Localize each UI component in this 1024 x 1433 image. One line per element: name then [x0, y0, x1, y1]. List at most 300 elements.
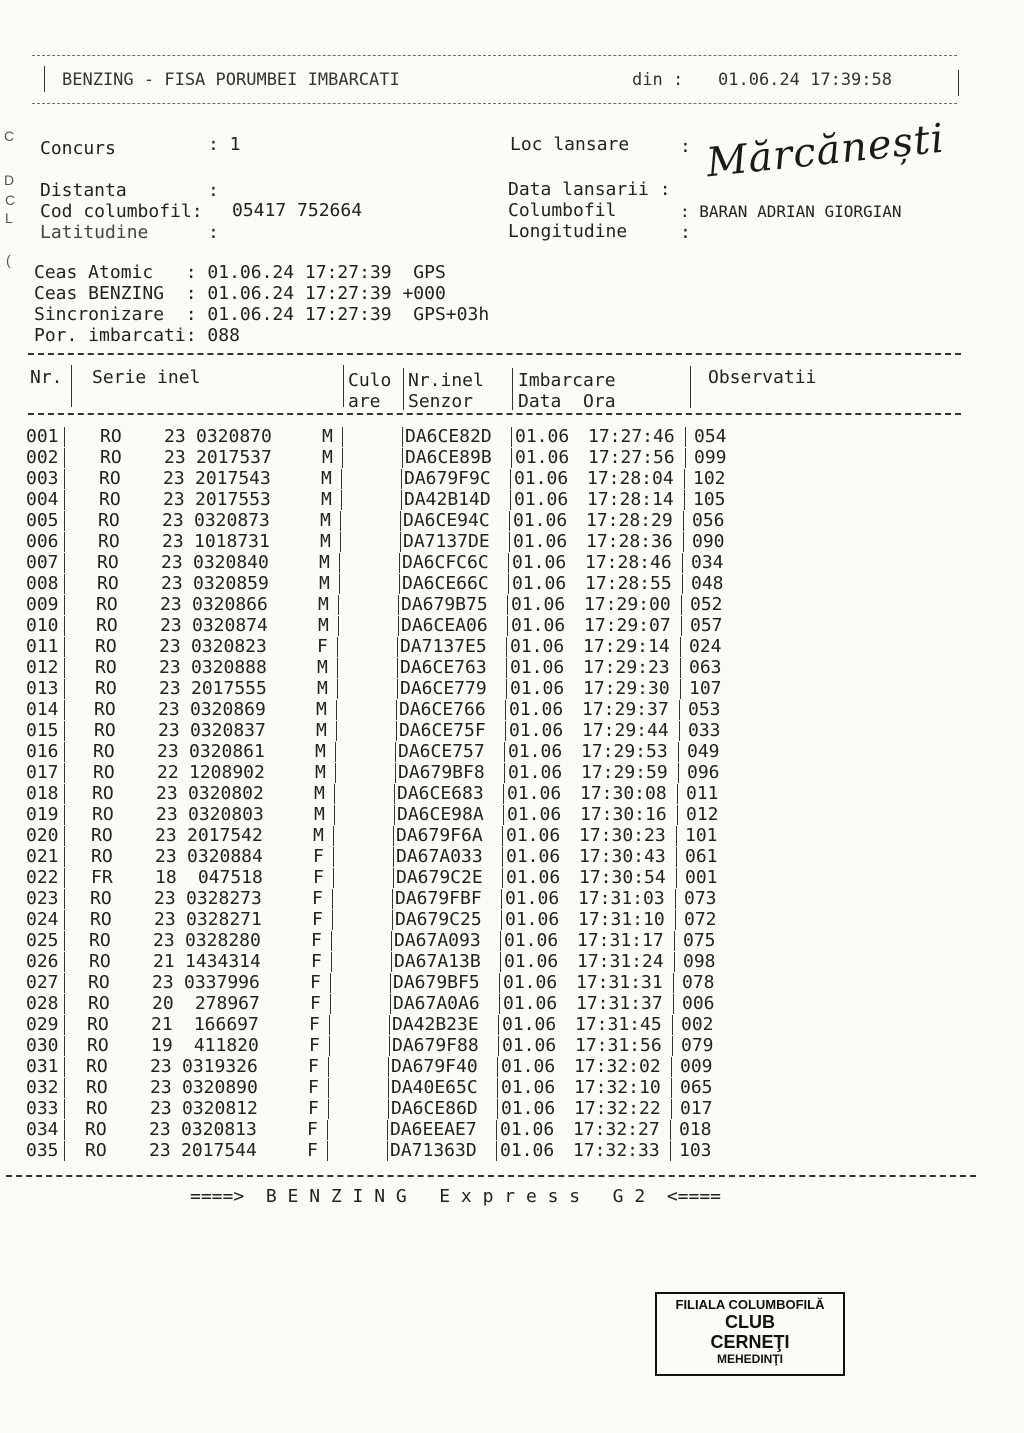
cell-sex: F	[307, 1140, 318, 1161]
table-row	[0, 678, 1024, 699]
margin-mark: L	[5, 210, 13, 226]
cell-ora: 17:27:46	[588, 426, 675, 447]
row-separator	[684, 469, 685, 489]
cell-tara: RO	[98, 510, 120, 531]
cell-ora: 17:32:22	[574, 1098, 661, 1119]
cell-nr: 018	[26, 783, 59, 804]
cell-nr: 016	[26, 741, 59, 762]
cell-ora: 17:30:23	[579, 825, 666, 846]
row-separator	[395, 763, 396, 783]
cell-tara: RO	[98, 531, 120, 552]
cell-ora: 17:28:14	[587, 489, 674, 510]
row-separator	[64, 616, 65, 636]
row-separator	[676, 868, 677, 888]
row-separator	[499, 994, 500, 1014]
cell-senzor: DA679F40	[391, 1056, 478, 1077]
distanta-label: Distanta	[40, 180, 127, 201]
col-sep	[403, 368, 404, 410]
cell-obs: 065	[680, 1077, 713, 1098]
cell-data: 01.06	[510, 657, 565, 678]
longitudine-value: :	[680, 222, 691, 243]
cell-data: 01.06	[501, 1056, 556, 1077]
row-separator	[681, 616, 682, 636]
row-separator	[502, 826, 503, 846]
row-separator	[329, 1015, 330, 1035]
cell-obs: 034	[691, 552, 724, 573]
cell-senzor: DA679F88	[392, 1035, 479, 1056]
row-separator	[392, 889, 393, 909]
row-separator	[338, 616, 339, 636]
cell-sex: M	[316, 699, 327, 720]
row-separator	[507, 595, 508, 615]
cell-nr: 001	[26, 426, 59, 447]
cell-tara: RO	[85, 1119, 107, 1140]
row-separator	[394, 805, 395, 825]
cell-nr: 004	[26, 489, 59, 510]
row-separator	[64, 1036, 65, 1056]
cell-obs: 096	[687, 762, 720, 783]
row-separator	[680, 679, 681, 699]
cell-inel: 0320890	[182, 1077, 258, 1098]
cell-senzor: DA67A093	[394, 930, 481, 951]
cell-data: 01.06	[502, 1035, 557, 1056]
cell-senzor: DA6CE766	[399, 699, 486, 720]
cell-senzor: DA67A033	[396, 846, 483, 867]
cell-data: 01.06	[504, 930, 559, 951]
cell-inel: 411820	[183, 1035, 259, 1056]
row-separator	[510, 490, 511, 510]
row-separator	[681, 595, 682, 615]
cell-data: 01.06	[506, 846, 561, 867]
col-sep	[343, 365, 344, 407]
row-separator	[64, 826, 65, 846]
cell-obs: 054	[694, 426, 727, 447]
cell-sex: M	[316, 720, 327, 741]
cell-ora: 17:30:54	[579, 867, 666, 888]
cell-an: 23	[149, 1119, 171, 1140]
cell-inel: 1018731	[194, 531, 270, 552]
table-row	[0, 993, 1024, 1014]
col-sep	[71, 365, 72, 407]
cell-sex: F	[317, 636, 328, 657]
cell-obs: 017	[680, 1098, 713, 1119]
cell-nr: 022	[26, 867, 59, 888]
table-bottom-rule	[6, 1175, 976, 1177]
cell-inel: 0320859	[193, 573, 269, 594]
table-row	[0, 909, 1024, 930]
row-separator	[64, 721, 65, 741]
margin-mark: (	[6, 252, 11, 268]
row-separator	[501, 889, 502, 909]
cell-an: 23	[156, 783, 178, 804]
cell-inel: 1434314	[185, 951, 261, 972]
concurs-label: Concurs	[40, 138, 116, 159]
cell-inel: 278967	[184, 993, 260, 1014]
table-row	[0, 1098, 1024, 1119]
cell-inel: 0320874	[192, 615, 268, 636]
cell-an: 23	[159, 636, 181, 657]
cell-data: 01.06	[508, 762, 563, 783]
cell-tara: RO	[87, 1014, 109, 1035]
row-separator	[64, 511, 65, 531]
row-separator	[387, 1120, 388, 1140]
table-row	[0, 1056, 1024, 1077]
cell-nr: 011	[26, 636, 59, 657]
cell-an: 23	[154, 909, 176, 930]
row-separator	[335, 763, 336, 783]
row-separator	[511, 448, 512, 468]
row-separator	[683, 532, 684, 552]
cell-data: 01.06	[514, 489, 569, 510]
cell-sex: F	[308, 1098, 319, 1119]
cell-nr: 021	[26, 846, 59, 867]
cell-obs: 079	[681, 1035, 714, 1056]
row-separator	[509, 532, 510, 552]
cell-sex: F	[310, 972, 321, 993]
cell-obs: 056	[692, 510, 725, 531]
cell-data: 01.06	[506, 825, 561, 846]
cell-inel: 0328273	[186, 888, 262, 909]
row-separator	[337, 637, 338, 657]
cell-senzor: DA6CE763	[400, 657, 487, 678]
row-separator	[497, 1099, 498, 1119]
row-separator	[399, 574, 400, 594]
cell-nr: 020	[26, 825, 59, 846]
cell-ora: 17:32:10	[574, 1077, 661, 1098]
cell-an: 23	[159, 657, 181, 678]
row-separator	[509, 511, 510, 531]
margin-mark: D	[4, 172, 15, 188]
cell-tara: RO	[88, 993, 110, 1014]
cell-an: 23	[150, 1056, 172, 1077]
cell-data: 01.06	[513, 531, 568, 552]
cell-inel: 2017544	[181, 1140, 257, 1161]
cell-inel: 0320802	[188, 783, 264, 804]
cell-ora: 17:30:43	[579, 846, 666, 867]
row-separator	[389, 1015, 390, 1035]
row-separator	[340, 511, 341, 531]
col-nr-inel: Nr.inel	[408, 370, 484, 391]
row-separator	[497, 1078, 498, 1098]
margin-mark: C	[4, 128, 15, 144]
table-row	[0, 762, 1024, 783]
cell-sex: M	[318, 594, 329, 615]
row-separator	[675, 889, 676, 909]
table-row	[0, 531, 1024, 552]
row-separator	[64, 784, 65, 804]
cell-ora: 17:31:45	[575, 1014, 662, 1035]
row-separator	[685, 427, 686, 447]
table-row	[0, 972, 1024, 993]
cell-tara: RO	[86, 1056, 108, 1077]
row-separator	[329, 1036, 330, 1056]
row-separator	[503, 805, 504, 825]
row-separator	[502, 847, 503, 867]
row-separator	[332, 910, 333, 930]
cell-obs: 012	[686, 804, 719, 825]
cell-obs: 075	[683, 930, 716, 951]
table-row	[0, 1119, 1024, 1140]
row-separator	[390, 994, 391, 1014]
row-separator	[64, 1057, 65, 1077]
cell-nr: 009	[26, 594, 59, 615]
cell-senzor: DA6CE779	[400, 678, 487, 699]
report-date: 01.06.24 17:39:58	[718, 70, 892, 90]
cell-sex: F	[309, 1014, 320, 1035]
cell-inel: 0320873	[194, 510, 270, 531]
cell-obs: 078	[682, 972, 715, 993]
row-separator	[64, 595, 65, 615]
cell-nr: 012	[26, 657, 59, 678]
row-separator	[393, 826, 394, 846]
row-separator	[497, 1057, 498, 1077]
cell-data: 01.06	[512, 552, 567, 573]
cell-sex: F	[310, 993, 321, 1014]
cell-senzor: DA6CE683	[397, 783, 484, 804]
cell-sex: M	[321, 489, 332, 510]
table-row	[0, 636, 1024, 657]
row-separator	[398, 595, 399, 615]
cell-ora: 17:30:08	[580, 783, 667, 804]
cell-ora: 17:29:14	[583, 636, 670, 657]
cod-columbofil-label: Cod columbofil:	[40, 201, 203, 222]
cell-an: 21	[153, 951, 175, 972]
cell-an: 18	[155, 867, 177, 888]
cell-an: 23	[160, 615, 182, 636]
cell-tara: RO	[89, 930, 111, 951]
cell-data: 01.06	[501, 1098, 556, 1119]
ceas-atomic: Ceas Atomic : 01.06.24 17:27:39 GPS	[34, 262, 446, 283]
cell-an: 23	[162, 510, 184, 531]
cell-an: 20	[152, 993, 174, 1014]
cell-ora: 17:31:03	[578, 888, 665, 909]
cell-inel: 2017553	[195, 489, 271, 510]
cell-inel: 0320861	[189, 741, 265, 762]
cell-senzor: DA6CE757	[398, 741, 485, 762]
cell-data: 01.06	[512, 573, 567, 594]
cell-obs: 052	[690, 594, 723, 615]
row-separator	[328, 1078, 329, 1098]
cell-nr: 005	[26, 510, 59, 531]
longitudine-label: Longitudine	[508, 221, 628, 242]
cell-senzor: DA67A13B	[394, 951, 481, 972]
cell-senzor: DA6CE86D	[391, 1098, 478, 1119]
cell-data: 01.06	[514, 468, 569, 489]
cell-obs: 099	[694, 447, 727, 468]
cell-sex: M	[314, 783, 325, 804]
cell-tara: RO	[88, 972, 110, 993]
cell-ora: 17:28:46	[585, 552, 672, 573]
row-separator	[496, 1141, 497, 1161]
cell-senzor: DA679F6A	[396, 825, 483, 846]
row-separator	[506, 679, 507, 699]
cell-nr: 017	[26, 762, 59, 783]
table-header-rule	[28, 413, 961, 415]
cell-sex: M	[321, 468, 332, 489]
sincronizare: Sincronizare : 01.06.24 17:27:39 GPS+03h	[34, 304, 490, 325]
table-row	[0, 594, 1024, 615]
cell-senzor: DA7137E5	[400, 636, 487, 657]
cell-tara: RO	[100, 447, 122, 468]
cell-senzor: DA679BF8	[398, 762, 485, 783]
row-separator	[671, 1099, 672, 1119]
cell-data: 01.06	[511, 615, 566, 636]
cell-nr: 024	[26, 909, 59, 930]
row-separator	[327, 1141, 328, 1161]
cell-ora: 17:32:02	[574, 1056, 661, 1077]
cell-tara: RO	[89, 951, 111, 972]
cell-tara: RO	[94, 699, 116, 720]
row-separator	[64, 679, 65, 699]
cell-nr: 029	[26, 1014, 59, 1035]
row-separator	[64, 1015, 65, 1035]
cell-an: 21	[151, 1014, 173, 1035]
row-separator	[673, 994, 674, 1014]
cell-tara: RO	[94, 720, 116, 741]
cod-columbofil-value: 05417 752664	[232, 200, 363, 221]
row-separator	[397, 658, 398, 678]
cell-nr: 031	[26, 1056, 59, 1077]
cell-senzor: DA71363D	[390, 1140, 477, 1161]
cell-nr: 008	[26, 573, 59, 594]
cell-ora: 17:31:37	[576, 993, 663, 1014]
table-row	[0, 804, 1024, 825]
header-top-rule	[32, 55, 957, 56]
cell-sex: M	[315, 762, 326, 783]
cell-nr: 014	[26, 699, 59, 720]
cell-obs: 098	[683, 951, 716, 972]
row-separator	[64, 931, 65, 951]
row-separator	[400, 511, 401, 531]
cell-data: 01.06	[511, 594, 566, 615]
cell-data: 01.06	[509, 699, 564, 720]
row-separator	[389, 1036, 390, 1056]
cell-senzor: DA679C25	[395, 909, 482, 930]
cell-nr: 015	[26, 720, 59, 741]
col-sep	[690, 366, 691, 408]
row-separator	[500, 952, 501, 972]
row-separator	[671, 1078, 672, 1098]
cell-tara: RO	[99, 489, 121, 510]
cell-sex: F	[308, 1077, 319, 1098]
cell-data: 01.06	[503, 972, 558, 993]
row-separator	[402, 427, 403, 447]
cell-ora: 17:28:04	[587, 468, 674, 489]
cell-inel: 2017555	[191, 678, 267, 699]
row-separator	[670, 1120, 671, 1140]
cell-senzor: DA679F9C	[404, 468, 491, 489]
row-separator	[504, 742, 505, 762]
cell-an: 23	[157, 741, 179, 762]
cell-senzor: DA40E65C	[391, 1077, 478, 1098]
row-separator	[679, 700, 680, 720]
columbofil-label: Columbofil	[508, 200, 617, 221]
row-separator	[401, 490, 402, 510]
cell-ora: 17:28:55	[585, 573, 672, 594]
cell-tara: RO	[87, 1035, 109, 1056]
cell-nr: 030	[26, 1035, 59, 1056]
row-separator	[337, 658, 338, 678]
cell-sex: F	[307, 1119, 318, 1140]
table-row	[0, 720, 1024, 741]
cell-inel: 0320870	[196, 426, 272, 447]
row-separator	[670, 1141, 671, 1161]
report-title: BENZING - FISA PORUMBEI IMBARCATI	[62, 70, 400, 90]
club-stamp	[655, 1292, 845, 1376]
cell-data: 01.06	[505, 888, 560, 909]
row-separator	[680, 637, 681, 657]
row-separator	[397, 637, 398, 657]
row-separator	[64, 763, 65, 783]
col-imbarcare: Imbarcare	[518, 370, 616, 391]
cell-nr: 034	[26, 1119, 59, 1140]
cell-ora: 17:29:30	[583, 678, 670, 699]
row-separator	[328, 1057, 329, 1077]
cell-sex: M	[322, 426, 333, 447]
cell-an: 23	[154, 888, 176, 909]
cell-obs: 090	[692, 531, 725, 552]
row-separator	[499, 973, 500, 993]
table-row	[0, 552, 1024, 573]
row-separator	[677, 805, 678, 825]
row-separator	[64, 1078, 65, 1098]
stamp-line-1: FILIALA COLUMBOFILĂ	[675, 1297, 825, 1312]
cell-sex: M	[322, 447, 333, 468]
row-separator	[327, 1120, 328, 1140]
footer-brand: ====> B E N Z I N G E x p r e s s G 2 <====	[190, 1186, 722, 1207]
cell-obs: 057	[690, 615, 723, 636]
cell-obs: 072	[684, 909, 717, 930]
cell-nr: 023	[26, 888, 59, 909]
row-separator	[392, 910, 393, 930]
row-separator	[680, 658, 681, 678]
header-bottom-rule	[32, 103, 957, 104]
row-separator	[64, 490, 65, 510]
cell-nr: 003	[26, 468, 59, 489]
row-separator	[64, 1141, 65, 1161]
cell-sex: M	[313, 825, 324, 846]
cell-tara: RO	[92, 783, 114, 804]
cell-sex: M	[318, 615, 329, 636]
cell-an: 23	[153, 930, 175, 951]
cell-tara: RO	[85, 1140, 107, 1161]
margin-mark: C	[5, 192, 16, 208]
table-row	[0, 1014, 1024, 1035]
cell-nr: 033	[26, 1098, 59, 1119]
row-separator	[64, 637, 65, 657]
data-lansarii-label: Data lansarii :	[508, 179, 671, 200]
table-row	[0, 615, 1024, 636]
cell-inel: 0320823	[191, 636, 267, 657]
cell-tara: RO	[92, 804, 114, 825]
row-separator	[341, 469, 342, 489]
row-separator	[64, 427, 65, 447]
row-separator	[399, 553, 400, 573]
header-left-bar	[44, 66, 45, 92]
stamp-line-3: CERNEŢI	[710, 1332, 790, 1352]
concurs-value: : 1	[208, 134, 241, 155]
cell-senzor: DA42B14D	[404, 489, 491, 510]
cell-data: 01.06	[515, 447, 570, 468]
cell-ora: 17:31:17	[577, 930, 664, 951]
row-separator	[331, 931, 332, 951]
row-separator	[333, 847, 334, 867]
row-separator	[64, 973, 65, 993]
cell-data: 01.06	[503, 993, 558, 1014]
col-culoare-2: are	[348, 391, 381, 412]
row-separator	[683, 511, 684, 531]
latitudine-value: :	[208, 222, 219, 243]
